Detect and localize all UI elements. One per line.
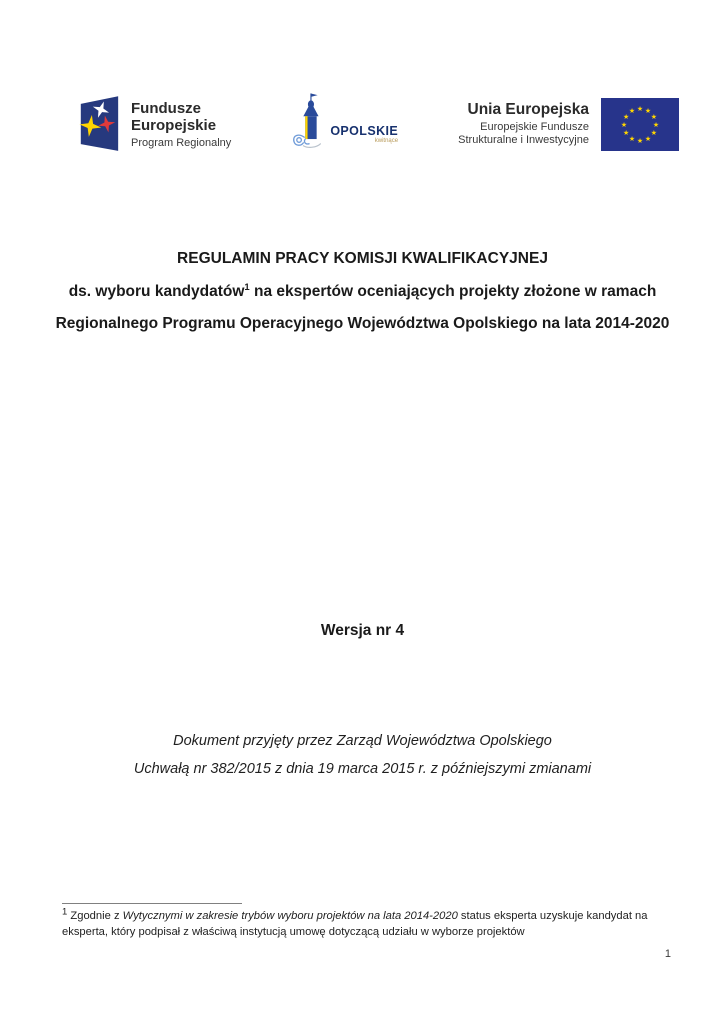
footnote-marker: 1 [62, 906, 68, 918]
svg-text:★: ★ [644, 134, 652, 143]
title-line2: ds. wyboru kandydatów$^1$ na ekspertów oceniających projekty złożone w ramach [68, 281, 657, 300]
adoption-line2: Uchwałą nr 382/2015 z dnia 19 marca 2015 r. z późniejszymi zmianami [133, 760, 592, 777]
footnote-text: $^1$ Zgodnie z Wytycznymi w zakresie trybów wyboru projektów na lata 2014-2020 status eksperta uzyskuje kandydat na eksperta, który podpisał z właściwą instytucją umowę dotyczącą udziału w wyborze projektów [62, 906, 648, 938]
eu-sub-line2: Strukturalne i Inwestycyjne [458, 134, 589, 146]
opolskie-tagline: kwitnące [374, 138, 399, 144]
svg-text:★: ★ [650, 128, 658, 137]
opolskie-tower-icon [291, 92, 329, 150]
svg-text:★: ★ [622, 128, 630, 137]
opolskie-logo-text [330, 124, 398, 151]
document-title [28, 243, 697, 341]
eu-sub-line1: Europejskie Fundusze [480, 120, 589, 133]
fundusze-europejskie-logo [76, 93, 231, 155]
page-number: 1 [664, 948, 671, 960]
fundusze-logo-text [131, 100, 231, 149]
title-line3: Regionalnego Programu Operacyjnego Województwa Opolskiego na lata 2014-2020 [55, 315, 670, 332]
opolskie-logo [291, 92, 398, 156]
fundusze-subtitle: Program Regionalny [131, 136, 232, 149]
title-line1: REGULAMIN PRACY KOMISJI KWALIFIKACYJNEJ [177, 250, 548, 267]
footnote-italic-title: Wytycznymi w zakresie trybów wyboru projektów na lata 2014-2020 [122, 910, 458, 922]
svg-text:★: ★ [628, 106, 636, 115]
adoption-line1: Dokument przyjęty przez Zarząd Województwa Opolskiego [173, 733, 552, 749]
eu-title: Unia Europejska [467, 100, 589, 118]
adoption-note [0, 728, 725, 783]
eu-flag-icon [601, 98, 679, 151]
unia-europejska-logo [458, 98, 679, 151]
svg-text:★: ★ [636, 104, 644, 113]
fundusze-flag-icon [76, 93, 122, 155]
svg-text:★: ★ [650, 112, 658, 121]
svg-text:★: ★ [622, 112, 630, 121]
svg-text:★: ★ [636, 136, 644, 145]
logo-band [76, 92, 679, 156]
fundusze-name-line2: Europejskie [131, 117, 217, 134]
svg-text:★: ★ [652, 120, 660, 129]
footnote-separator [62, 903, 242, 904]
footnote-reference: 1 [244, 281, 250, 293]
svg-text:★: ★ [620, 120, 628, 129]
svg-text:★: ★ [628, 134, 636, 143]
svg-text:★: ★ [644, 106, 652, 115]
opolskie-name: OPOLSKIE [330, 123, 399, 138]
fundusze-name-line1: Fundusze [131, 99, 201, 117]
version-label: Wersja nr 4 [320, 622, 405, 639]
eu-logo-text [458, 101, 589, 148]
